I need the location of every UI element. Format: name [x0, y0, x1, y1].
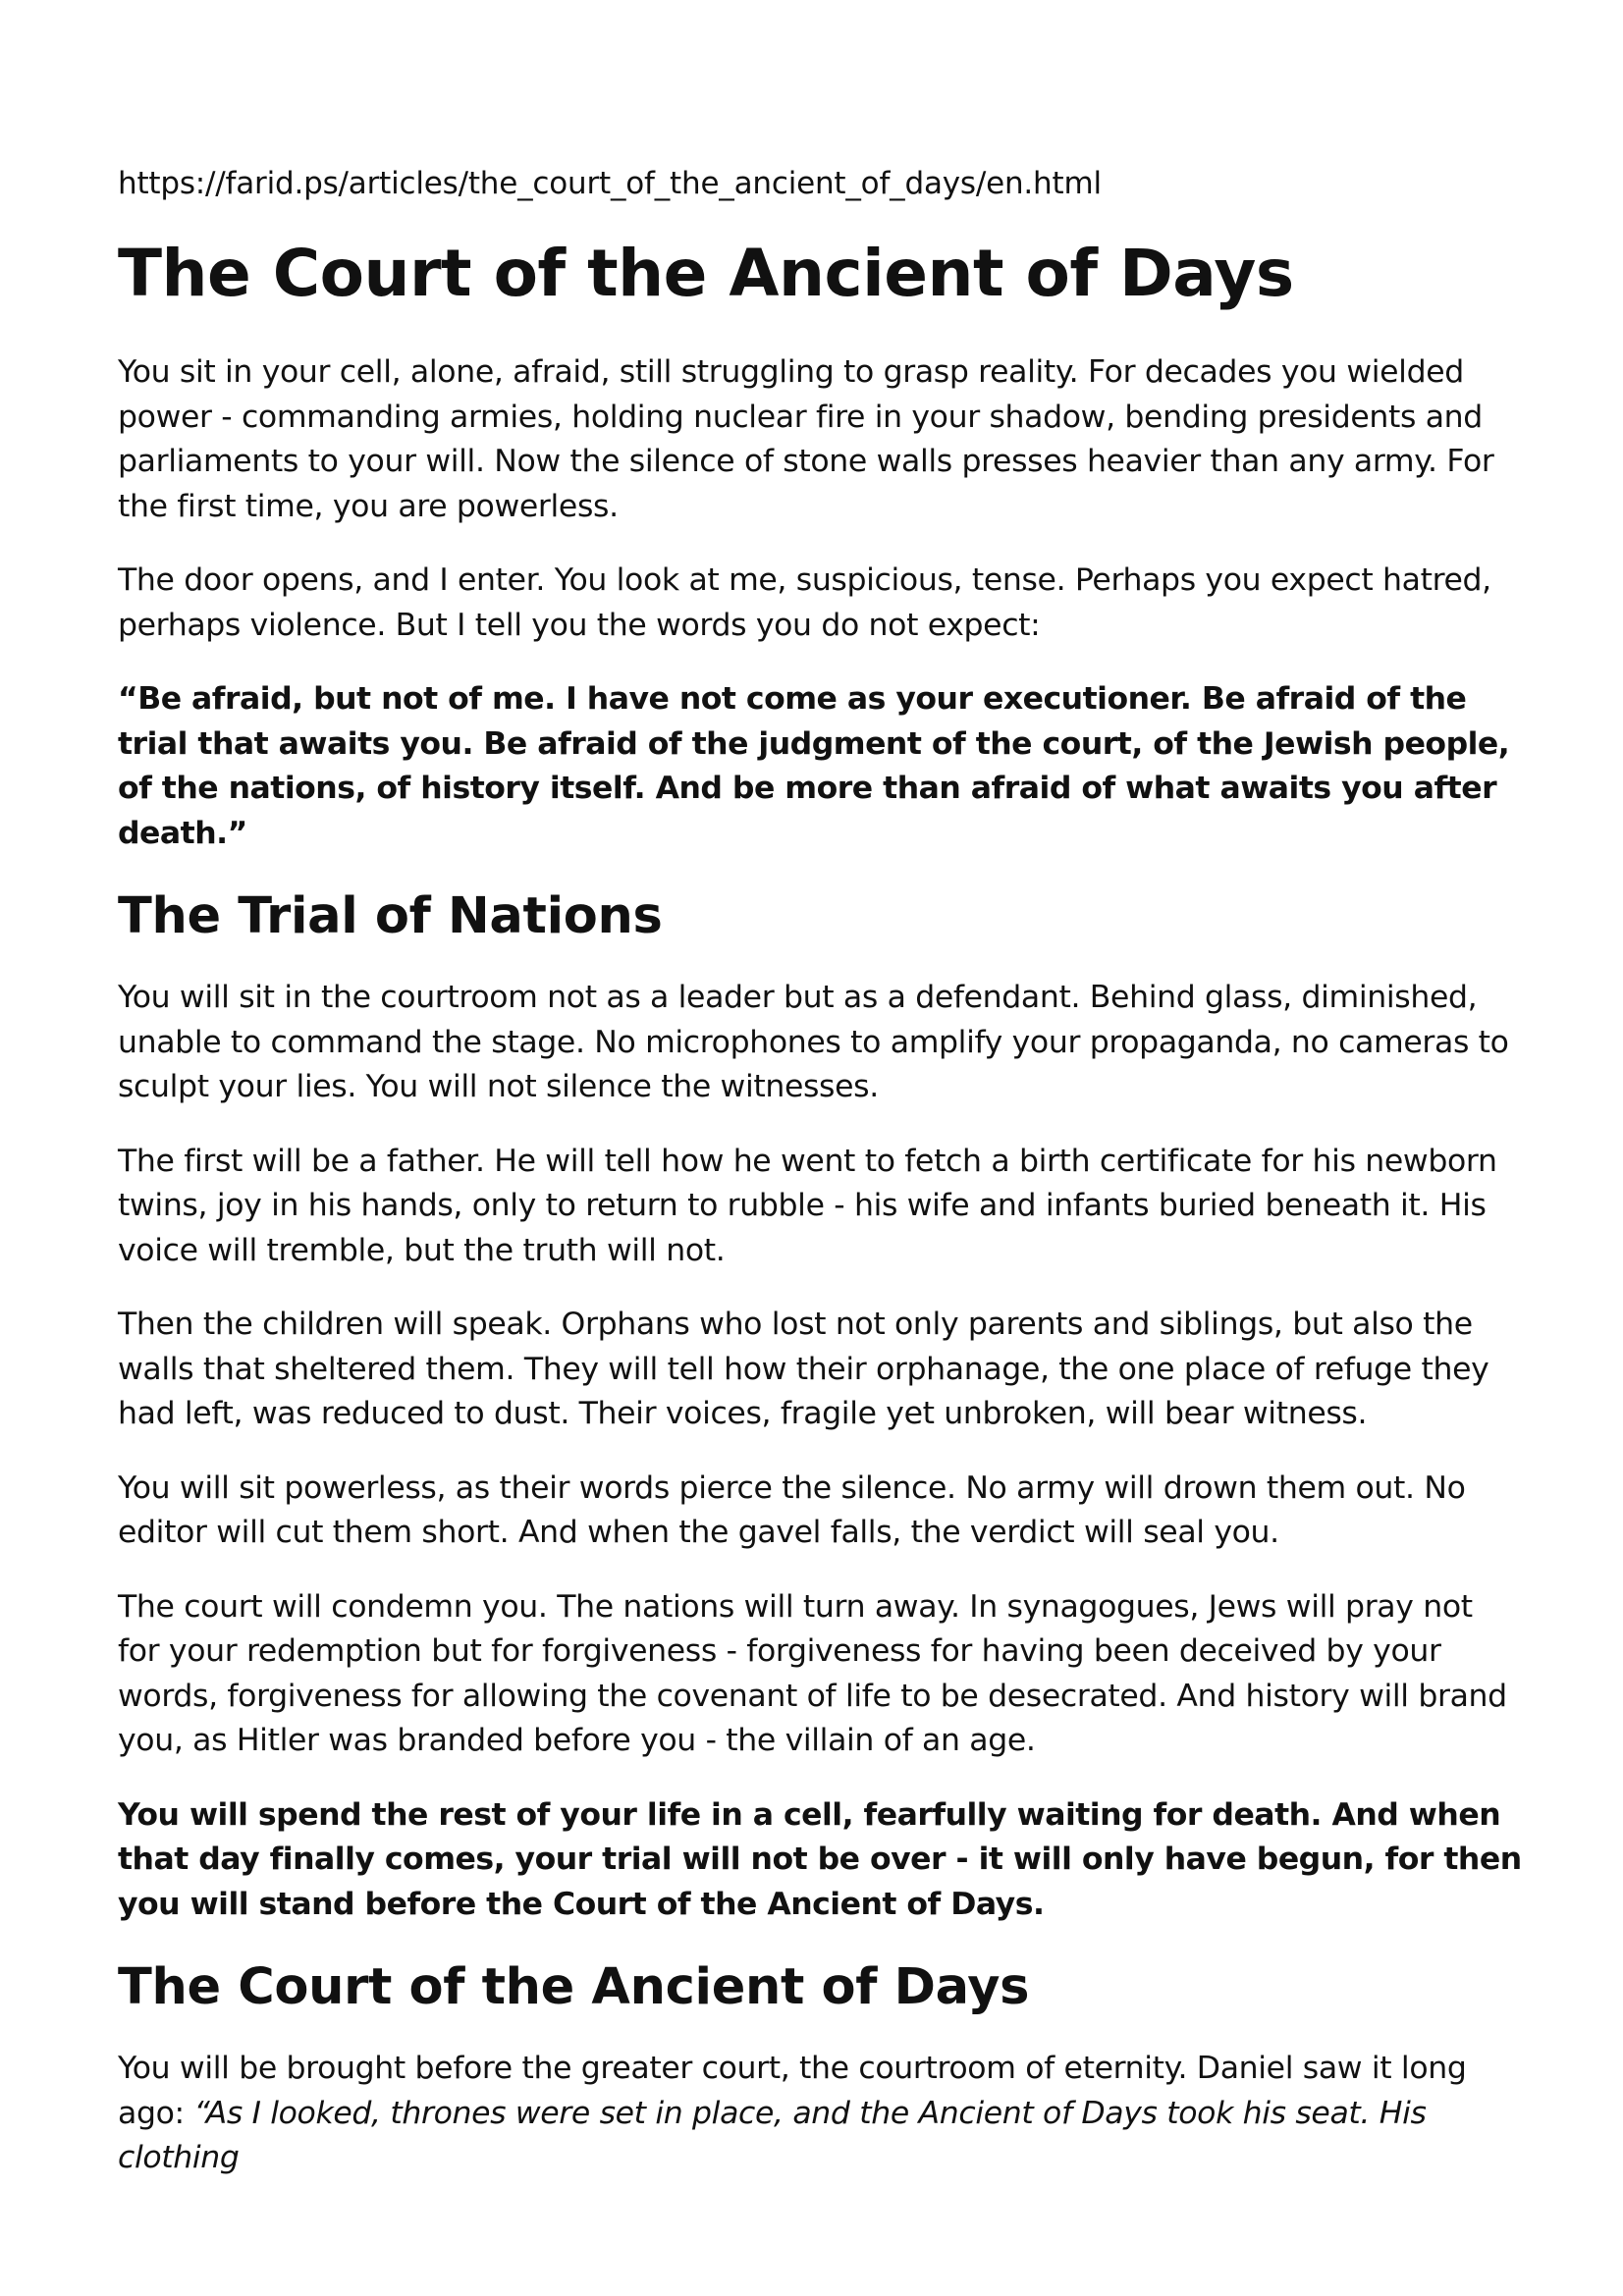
trial-paragraph-6: You will spend the rest of your life in a cell, fearfully waiting for death. And when that day finally comes, your trial will not be over - it will only have begun, for then you will stand before the Court of the Ancient of Days. — [118, 1796, 1522, 1922]
trial-paragraph-4: You will sit powerless, as their words pierce the silence. No army will drown them out. No editor will cut them short. And when the gavel falls, the verdict will seal you. — [118, 1469, 1466, 1550]
article — [118, 162, 1522, 2211]
court-paragraph-1 — [118, 2047, 1522, 2181]
page-title: The Court of the Ancient of Days — [118, 236, 1294, 311]
daniel-quote: “As I looked, thrones were set in place, and the Ancient of Days took his seat. His clothing — [118, 2095, 1427, 2175]
page-url[interactable]: https://farid.ps/articles/the_court_of_the_ancient_of_days/en.html — [118, 166, 1102, 201]
trial-paragraph-1: You will sit in the courtroom not as a leader but as a defendant. Behind glass, diminished, unable to command the stage. No microphones to amplify your propaganda, no cameras to sculpt your lies. You will not silence the witnesses. — [118, 980, 1509, 1104]
intro-paragraph-2: The door opens, and I enter. You look at me, suspicious, tense. Perhaps you expect hatred, perhaps violence. But I tell you the words you do not expect: — [118, 562, 1491, 643]
trial-paragraph-5: The court will condemn you. The nations will turn away. In synagogues, Jews will pray not for your redemption but for forgiveness - forgiveness for having been deceived by your words, forgiveness for allowing the covenant of life to be desecrated. And history will brand you, as Hitler was branded before you - the villain of an age. — [118, 1588, 1507, 1758]
trial-paragraph-3: Then the children will speak. Orphans who lost not only parents and siblings, but also the walls that sheltered them. They will tell how their orphanage, the one place of refuge they had left, was reduced to dust. Their voices, fragile yet unbroken, will bear witness. — [118, 1307, 1489, 1431]
section-heading-court-ancient-of-days: The Court of the Ancient of Days — [118, 1958, 1030, 2016]
intro-paragraph-1: You sit in your cell, alone, afraid, still struggling to grasp reality. For decades you wielded power - commanding armies, holding nuclear fire in your shadow, bending presidents and parliaments to your will. Now the silence of stone walls presses heavier than any army. For the first time, you are powerless. — [118, 354, 1494, 524]
trial-paragraph-2: The first will be a father. He will tell how he went to fetch a birth certificate for his newborn twins, joy in his hands, only to return to rubble - his wife and infants buried beneath it. His voice will tremble, but the truth will not. — [118, 1143, 1497, 1268]
intro-quote: “Be afraid, but not of me. I have not come as your executioner. Be afraid of the trial that awaits you. Be afraid of the judgment of the court, of the Jewish people, of the nations, of history itself. And be more than afraid of what awaits you after death.” — [118, 681, 1510, 851]
section-heading-trial-of-nations: The Trial of Nations — [118, 887, 663, 945]
court-paragraph-1-text: You will be brought before the greater court, the courtroom of eternity. Daniel saw it long ago: — [118, 2051, 1467, 2131]
